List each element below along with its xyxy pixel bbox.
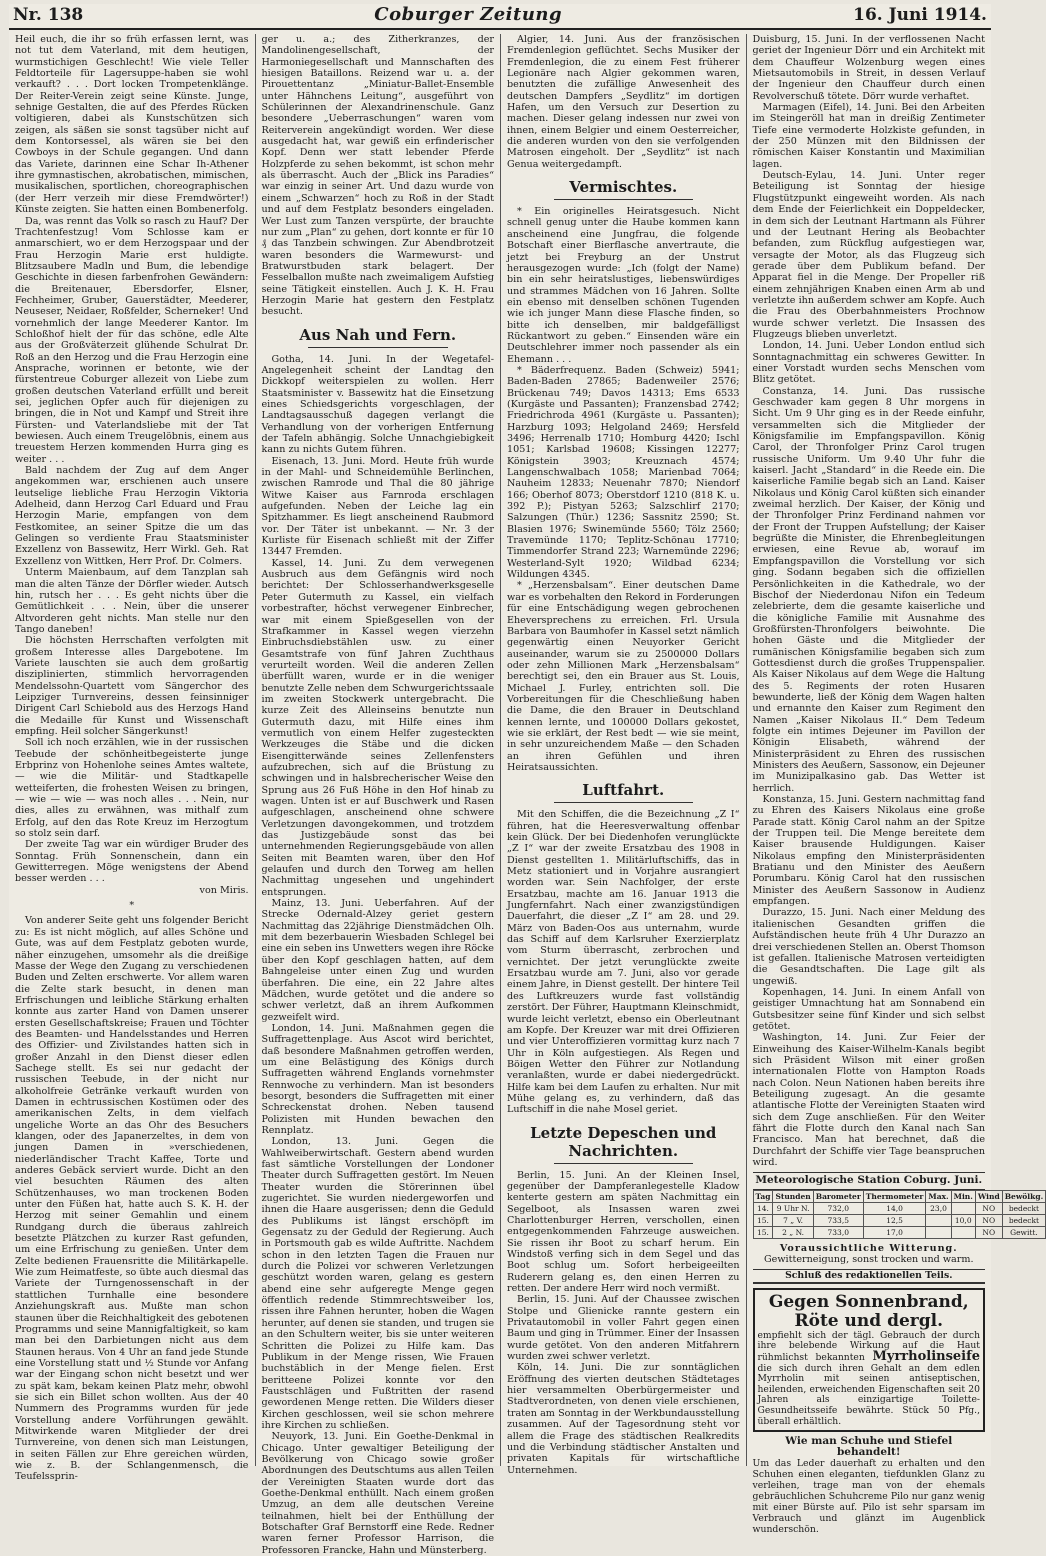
weather-cell: 23,0: [926, 1202, 951, 1214]
columns: [9, 34, 991, 1466]
masthead: [9, 4, 991, 30]
weather-header: Bewölkg.: [1002, 1190, 1045, 1202]
weather-header: Tag: [753, 1190, 773, 1202]
air-item: Mit den Schiffen, die die Bezeichnung „Z I“ führen, hat die Heeresverwaltung offenbar kein Glück. Der bei Diedenhofen verunglückte „Z I“ war der zweite Ersatzbau des 1908 in Dienst gestellten 1. Militärluftschiffs, das in Metz stationiert und in Vorjahre ausrangiert worden war. Sein Nachfolger, der erste Ersatzbau, machte am 16. Januar 1913 die Jungfernfahrt. Nach einer zwanzigstündigen Dauerfahrt, die dieser „Z I“ am 28. und 29. März von Baden-Oos aus unternahm, wurde das Schiff auf dem Karlsruher Exerzierplatz vom Sturm überrascht, zerbrochen und vernichtet. Der jetzt verunglückte zweite Ersatzbau wurde am 7. Juni, also vor gerade einem Jahre, in Dienst gestellt. Der hintere Teil des Luftkreuzers wurde fast vollständig zerstört. Der Führer, Hauptmann Kleinschmidt, wurde leicht verletzt, ebenso ein Oberleutnant am Kopfe. Der Kreuzer war mit drei Offizieren und vier Unteroffizieren vormittag kurz nach 7 Uhr in Köln aufgestiegen. Als Regen und Böigen Wetter den Führer zur Notlandung veranlaßten, wurde er dabei niedergedrückt. Hilfe kam bei dem Laufen zu erhalten. Nur mit Mühe gelang es, zu verhindern, daß das Luftschiff in die nahe Mosel geriet.: [507, 809, 740, 1115]
weather-cell: 733,5: [813, 1214, 863, 1226]
section-star: *: [15, 900, 249, 911]
weather-cell: 7 „ V.: [773, 1214, 813, 1226]
section-heading-luftfahrt: Luftfahrt.: [507, 781, 740, 803]
weather-prognosis: Gewitterneigung, sonst trocken und warm.: [753, 1254, 986, 1265]
news-item: Gotha, 14. Juni. In der Wegetafel-Angelegenheit scheint der Landtag den Dickkopf weiterspielen zu wollen. Herr Staatsminister v. Bassewitz hat die Einsetzung eines Schiedsgerichts vorgeschlagen, der Landtagsausschuß dagegen verlangt die Verhandlung von der vorherigen Entfernung der Tafeln abhängig. Solche Unnachgiebigkeit kann zu nichts Gutem führen.: [262, 354, 495, 456]
weather-cell: [951, 1226, 975, 1238]
column-3: [500, 34, 746, 1466]
news-item: Kassel, 14. Juni. Zu dem verwegenen Ausbruch aus dem Gefängnis wird noch berichtet: Der Schlosserhandwerksgeselle Peter Gutermuth zu Kassel, ein vielfach vorbestrafter, höchst verwegener Einbrecher, war mit einem Spießgesellen von der Strafkammer in Kassel wegen vierzehn Einbruchsdiebstählen usw. zu einer Gesamtstrafe von fünf Jahren Zuchthaus verurteilt worden. Weil die anderen Zellen überfüllt waren, wurde er in die weniger benutzte Zelle neben dem Schwurgerichtssaale im zweiten Stockwerk untergebracht. Die kurze Zeit des Alleinseins benutzte nun Gutermuth dazu, mit Hilfe eines ihm vermutlich von einem Helfer zugesteckten Werkzeuges die Stäbe und die dicken Eisengitterwände seines Zellenfensters aufzubrechen, sich auf die Brüstung zu schwingen und in halsbrecherischer Weise den Sprung aus 26 Fuß Höhe in den Hof hinab zu wagen. Unten ist er auf Buschwerk und Rasen aufgeschlagen, anscheinend ohne schwere Verletzungen davongekommen, und trotzdem das Justizgebäude sonst das bei unternehmenden Regierungsgebäude von allen Seiten mit Beamten waren, über den Hof gelaufen und durch den Torweg am hellen Nachmittag ungesehen und ungehindert entsprungen.: [262, 558, 495, 898]
issue-date: 16. Juni 1914.: [853, 5, 987, 25]
news-item: Durazzo, 15. Juni. Nach einer Meldung des italienischen Gesandten griffen die Aufständischen heute früh 4 Uhr Durazzo an drei verschiedenen Stellen an. Oberst Thomson ist gefallen. Italienische Matrosen verteidigten die Gesandtschaften. Die Lage gilt als ungewiß.: [753, 907, 986, 986]
ad-headline: Gegen Sonnenbrand, Röte und dergl.: [758, 1293, 981, 1331]
weather-cell: Gewitt.: [1002, 1226, 1045, 1238]
news-item: Mainz, 13. Juni. Ueberfahren. Auf der Strecke Odernald-Alzey geriet gestern Nachmittag das 22jährige Dienstmädchen Olh. mit dem bezerbauerin Wiesbaden Schlegel bei eine ein seben ins Unwetters wegen ihre Röcke über den Kopf geschlagen hatten, auf dem Bahngeleise unter einen Zug und wurden überfahren. Die eine, ein 22 Jahre altes Mädchen, wurde getötet und die andere so schwer verletzt, daß an ihrem Aufkommen gezweifelt wird.: [262, 898, 495, 1023]
weather-header: Max.: [926, 1190, 951, 1202]
paper-title: Coburger Zeitung: [374, 4, 562, 25]
weather-header: Min.: [951, 1190, 975, 1202]
news-item: Algier, 14. Juni. Aus der französischen Fremdenlegion geflüchtet. Sechs Musiker der Fremdenlegion, die zu einem Fest früherer Legionäre nach Algier gekommen waren, benutzten die zufällige Anwesenheit des deutschen Dampfers „Seydlitz“ im dortigen Hafen, um den Versuch zur Desertion zu machen. Dieser gelang indessen nur zwei von ihnen, einem Belgier und einem Oesterreicher, die anderen wurden von den sie verfolgenden Matrosen eingeholt. Der „Seydlitz“ ist nach Genua weitergedampft.: [507, 34, 740, 170]
weather-header: Barometer: [813, 1190, 863, 1202]
column-4: [746, 34, 992, 1466]
ad-text: empfiehlt sich der tägl. Gebrauch der durch ihre belebende Wirkung auf die Haut rühmlichst bekannten: [758, 1330, 981, 1363]
advertisement-pilo: [753, 1436, 986, 1535]
author-signature: von Miris.: [15, 885, 249, 896]
news-item: Neuyork, 13. Juni. Ein Goethe-Denkmal in Chicago. Unter gewaltiger Beteiligung der Bevölkerung von Chicago sowie großer Abordnungen des Deutschtums aus allen Teilen der Vereinigten Staaten wurde dort das Goethe-Denkmal enthüllt. Nach einem großen Umzug, an dem alle deutschen Vereine teilnahmen, hielt bei der Enthüllung der Botschafter Graf Bernstorff eine Rede. Redner waren ferner Professor Harrison, die Professoren Francke, Hahn und Münsterberg.: [262, 1431, 495, 1556]
news-item: Washington, 14. Juni. Zur Feier der Einweihung des Kaiser-Wilhelm-Kanals begibt sich Präsident Wilson mit einer großen internationalen Flotte von Hampton Roads nach Colon. Neun Nationen haben bereits ihre Beteiligung zugesagt. An die gesamte atlantische Flotte der Vereinigten Staaten wird sich dem Zuge anschließen. Für den Weiter fährt die Flotte durch den Kanal nach San Francisco. Man hat berechnet, daß die Durchfahrt der Schiffe vier Tage beanspruchen wird.: [753, 1032, 986, 1168]
weather-box: [753, 1172, 986, 1265]
weather-cell: 14.: [753, 1202, 773, 1214]
weather-cell: 10,0: [951, 1214, 975, 1226]
weather-cell: NO: [975, 1214, 1002, 1226]
article-paragraph: Der zweite Tag war ein würdiger Bruder des Sonntag. Früh Sonnenschein, dann ein Gewitterregen. Möge wenigstens der Abend besser werden . . .: [15, 839, 249, 884]
article-paragraph: Soll ich noch erzählen, wie in der russischen Teebude der schönheitbegeisterte junge Erbprinz von Hohenlohe seines Amtes waltete, — wie die Militär- und Stadtkapelle wetteiferten, die frohesten Weisen zu bringen, — wie — wie — was noch alles . . . Nein, nur dies, alles zu erwähnen, was mithalf zum Erfolg, auf den das Rote Kreuz im Herzogtum so stolz sein darf.: [15, 737, 249, 839]
weather-cell: 17,0: [863, 1226, 926, 1238]
news-item: Constanza, 14. Juni. Das russische Geschwader kam gegen 8 Uhr morgens in Sicht. Um 9 Uhr ging es in der Reede einfuhr, versammelten sich die Mitglieder der Königsfamilie im Empfangspavillon. König Carol, der Thronfolger Prinz Carol trugen russische Uniform. Um 9.40 Uhr fuhr die kaiserl. Jacht „Standard“ in die Reede ein. Die kaiserliche Familie begab sich an Land. Kaiser Nikolaus und König Carol küßten sich einander zweimal herzlich. Der Kaiser, der König und der Thronfolger Prinz Ferdinand nahmen vor der Front der Truppen Aufstellung; der Kaiser begrüßte die Minister, die Ehrenbegleitungen erwiesen, eine Revue ab, worauf im Empfangspavillon die Vorstellung vor sich ging. Sodann begaben sich die offiziellen Persönlichkeiten in die Kathedrale, wo der Bischof der Niederdonau Nifon ein Tedeum zelebrierte, dem die gesamte kaiserliche und die königliche Familie mit Ausnahme des Großfürsten-Thronfolgers beiwohnte. Die hohen Gäste und die Mitglieder der rumänischen Königsfamilie begaben sich zum Gottesdienst durch die großes Truppenspalier. Als Kaiser Nikolaus auf dem Wege die Haltung des 5. Regiments der roten Husaren bewunderte, ließ der König dem Wagen halten und ernannte den Kaiser zum Regiment den Namen „Kaiser Nikolaus II.“ Dem Tedeum folgte ein intimes Dejeuner im Pavillon der Königin Elisabeth, während der Ministerpräsident zu Ehren des russischen Ministers des Aeußern, Sassonow, ein Dejeuner im Munizipalkasino gab. Das Wetter ist herrlich.: [753, 386, 986, 794]
weather-table: [753, 1190, 1046, 1239]
weather-cell: [926, 1214, 951, 1226]
weather-cell: 15.: [753, 1226, 773, 1238]
article-paragraph: Bald nachdem der Zug auf dem Anger angekommen war, erschienen auch unsere leutselige liebliche Frau Herzogin Viktoria Adelheid, dann Herzog Carl Eduard und Frau Herzogin Marie, empfangen von dem Festkomitee, an seiner Spitze die um das Gelingen so verdiente Frau Staatsminister Exzellenz von Bassewitz, Herr Wirkl. Geh. Rat Exzellenz von Wittken, Herr Prof. Dr. Colmers.: [15, 465, 249, 567]
article-paragraph: ger u. a.; des Zitherkranzes, der Mandolinengesellschaft, der Harmoniegesellschaft und Mannschaften des hiesigen Bataillons. Reizend war u. a. der Pirouettentanz „Miniatur-Ballet-Ensemble unter Hähnchens Leitung“, ausgeführt von Schülerinnen der Alexandrinenschule. Ganz besondere „Ueberraschungen“ waren vom Reiterverein angekündigt worden. Wer diese ausgedacht hat, war gewiß ein erfinderischer Kopf. Denn wer statt lebender Pferde Holzpferde zu sehen bekommt, ist schon mehr als überrascht. Auch der „Blick ins Paradies“ war einzig in seiner Art. Und dazu wurde von einem „Schwarzen“ hoch zu Roß in der Stadt und auf dem Festplatz besonders eingeladen. Wer Lust zum Tanzen verspürte, der brauchte nur zum „Plan“ zu gehen, dort konnte er für 10 ₰ das Tanzbein schwingen. Zur Abendbrotzeit waren besonders die Warmewurst- und Bratwurstbuden stark belagert. Der Fesselballon mußte nach zweimaligem Aufstieg seine Tätigkeit einstellen. Auch J. K. H. Frau Herzogin Marie hat gestern den Festplatz besucht.: [262, 34, 495, 318]
article-paragraph: Die höchsten Herrschaften verfolgten mit großem Interesse alles Dargebotene. Im Variete lauschten sie auch dem großartig disziplinierten, stimmlich hervorragenden Mendelssohn-Quartett vom Sängerchor des Leipziger Turnvereins, dessen feinsinniger Dirigent Carl Schiebold aus des Herzogs Hand die Medaille für Kunst und Wissenschaft empfing. Heil solcher Sängerkunst!: [15, 635, 249, 737]
news-item: London, 14. Juni. Maßnahmen gegen die Suffragettenplage. Aus Ascot wird berichtet, daß besondere Maßnahmen getroffen werden, um eine Belästigung des Königs durch Suffragetten während Englands vornehmster Rennwoche zu verhindern. Man ist besonders besorgt, besonders die Suffragetten mit einer Schreckenstat drohen. Neben tausend Polizisten mit Hunden bewachen den Rennplatz.: [262, 1023, 495, 1136]
weather-cell: NO: [975, 1202, 1002, 1214]
weather-row: [753, 1202, 1046, 1214]
weather-cell: 14,0: [863, 1202, 926, 1214]
weather-row: [753, 1214, 1046, 1226]
weather-cell: 733,0: [813, 1226, 863, 1238]
dispatch-item: Köln, 14. Juni. Die zur sonntäglichen Eröffnung des vierten deutschen Städtetages hier versammelten Oberbürgermeister und Stadtverordneten, von denen viele erschienen, traten am Sonntag in der Werkbundausstellung zusammen. Auf der Tagesordnung steht vor allem die Frage des städtischen Realkredits und die Verbindung städtischer Anstalten und privaten Kapitals für wirtschaftliche Unternehmen.: [507, 1362, 740, 1475]
news-item: Duisburg, 15. Juni. In der verflossenen Nacht geriet der Ingenieur Dörr und ein Architekt mit dem Chauffeur Wolzenburg wegen eines Mietsautomobils in Streit, in dessen Verlauf der Ingenieur den Chauffeur durch einen Revolverschuß tötete. Dörr wurde verhaftet.: [753, 34, 986, 102]
issue-number: Nr. 138: [13, 5, 83, 25]
weather-title: Meteorologische Station Coburg. Juni.: [753, 1172, 986, 1189]
ad-brand: Myrrholinseife: [873, 1349, 981, 1364]
news-item: Konstanza, 15. Juni. Gestern nachmittag fand zu Ehren des Kaisers Nikolaus eine große Parade statt. König Carol nahm an der Spitze der Truppen teil. Die Menge bereitete dem Kaiser brausende Huldigungen. Kaiser Nikolaus empfing den Ministerpräsidenten Bratianu und den Minister des Aeußern Porumbaru. König Carol hat den russischen Minister des Aeußern Sassonow in Audienz empfangen.: [753, 794, 986, 907]
column-2: [255, 34, 501, 1466]
section-heading-aus-nah-und-fern: Aus Nah und Fern.: [262, 326, 495, 348]
weather-header: Wind: [975, 1190, 1002, 1202]
news-item: London, 13. Juni. Gegen die Wahlweiberwirtschaft. Gestern abend wurden fast sämtliche Vorstellungen der Londoner Theater durch Suffragetten gestört. Im Neuen Theater wurden die Störerinnen übel zugerichtet. Sie wurden niedergeworfen und ihnen die Haare ausgerissen; denn die Geduld des Publikums ist längst erschöpft im Gegensatz zu der Geduld der Regierung. Auch in Portsmouth gab es wilde Auftritte. Nachdem schon in den letzten Tagen die Frauen nur durch die Polizei vor schweren Verletzungen geschützt worden waren, gelang es gestern abend eine sehr aufgeregte Menge gegen öffentlich redende Stimmrechtsweiber los, rissen ihre Fahnen herunter, hoben die Wagen herunter, auf denen sie standen, und trugen sie an den Schultern weiter, bis sie unter weiteren Schritten die Polizei zu Hilfe kam. Das Publikum in der Menge rissen, Wie Frauen buchstäblich in der Menge fielen. Erst beritteene Polizei konnte vor den Faustschlägen und Fußtritten der rasend gewordenen Menge retten. Die Wilders dieser Kirchen geschlossen, weil sie schon mehrere ihre Kirchen zu schließen.: [262, 1136, 495, 1431]
article-paragraph: Da, was rennt das Volk so rasch zu Hauf? Der Trachtenfestzug! Vom Schlosse kam er anmarschiert, wo er dem Herzogspaar und der Frau Herzogin Marie erst huldigte. Blitzsaubere Madln und Bum, die lebendige Geschichte in diesen farbenfrohen Gewändern: die Breitenauer, Ebersdorfer, Elsner, Fechheimer, Gruber, Gauerstädter, Meederer, Neuseser, Neidaer, Roßfelder, Scherneker! Und vornehmlich der lange Meederer Kantor. Im Schloßhof hielt der für das schöne, edle Alte aus der Großväterzeit glühende Schulrat Dr. Roß an den Herzog und die Frau Herzogin eine Ansprache, worinnen er betonte, wie der fürstentreue Coburger allezeit von Liebe zum großen deutschen Vaterland erfüllt und bereit sei, jeglichen Opfer auch für diejenigen zu bringen, die in Not und Kampf und Streit ihre Fürsten- und Vaterlandsliebe mit der Tat bewiesen. Auch einem Treugelöbnis, einem aus treuestem Herzen kommenden Hurra ging es weiter . . .: [15, 216, 249, 466]
article-paragraph: Von anderer Seite geht uns folgender Bericht zu: Es ist nicht möglich, auf alles Schöne und Gute, was auf dem Festplatz geboten wurde, näher einzugehen, umsomehr als die dreißige Masse der Wege den Zugang zu verschiedenen Buden und Zelten erschwerte. Vor allem waren die Zelte stark besucht, in denen man Erfrischungen und leibliche Stärkung erhalten konnte aus zarter Hand von Damen unserer ersten Gesellschaftskreise; Frauen und Töchter des Beamten- und Handelsstandes und Herren des Offizier- und Zivilstandes hatten sich in großer Anzahl in den Dienst dieser edlen Sachege stellt. Es sei nur gedacht der russischen Teebude, in der nicht nur alkoholfreie Getränke verkauft wurden von Damen in echtrussischen Kostümen oder des amerikanischen Zelts, in dem vielfach ungeliche Worte an das Ohr des Besuchers klangen, oder des Japanerzeltes, in dem von jungen Damen in »verschiedenen, niederländischer Tracht Kaffee, Torte und anderes Gebäck serviert wurde. Dicht an den viel besuchten Räumen des alten Schützenhauses, wo man trockenen Boden unter den Füßen hat, hatte auch S. K. H. der Herzog mit seiner Gemahlin und einem Rundgang durch die überaus zahlreich besetzte Plätzchen zu kurzer Rast gefunden, um eine Erfrischung zu genießen. Unter dem Zelte bedienen Frauensritte die Militärkapelle. Wie zum Heimatfeste, so übte auch diesmal das Variete der Turngenossenschaft in der stattlichen Turnhalle eine besondere Anziehungskraft aus. Mußte man schon staunen über die Reichhaltigkeit des gebotenen Programms und seine Mannigfaltigkeit, so kam man bei den Darbietungen nicht aus dem Staunen heraus. Von 4 Uhr an fand jede Stunde eine Vorstellung statt und ½ Stunde vor Anfang war der Eingang schon nicht besetzt und wer zu spät kam, bekam keinen Platz mehr, obwohl sie sich ein Billet schon wollten. Aus der 40 Nummern des Programms wurden für jede Vorstellung andere Vorführungen gewählt. Mitwirkende waren Mitglieder der drei Turnvereine, von denen sich man Leistungen, in seiten Fällen zur Ehre gereichen würden, wie z. B. der Schlangenmensch, die Teufelssprin-: [15, 915, 249, 1482]
article-paragraph: Heil euch, die ihr so früh erfassen lernt, was not tut dem Vaterland, mit dem heutigen, wurmstichigen Geschlecht! Wie viele Teller Feldtorteile für Lagersuppe-haben sie wohl verkauft? . . . Dort locken Trompetenklänge. Der Reiter-Verein zeigt seine Künste. Junge, sehnige Gestalten, die auf des Pferdes Rücken voltigieren, dabei als Kunstschützen sich zeigen, als säßen sie sonst tagsüber nicht auf dem Kontorsessel, als wären sie bei den Cowboys in der Schule gegangen. Und dann das Variete, darinnen eine Schar Ih-Athener ihre gymnastischen, akrobatischen, mimischen, musikalischen, sportlichen, choreographischen (der Herr verzeih mir diese Fremdwörter!) Künste zeigten. Sie hatten einen Bombenerfolg.: [15, 34, 249, 216]
weather-cell: 9 Uhr N.: [773, 1202, 813, 1214]
section-heading-letzte-depeschen: Letzte Depeschen und Nachrichten.: [507, 1124, 740, 1164]
news-item: Kopenhagen, 14. Juni. In einem Anfall von geistiger Umnachtung hat am Sonnabend ein Gutsbesitzer seine fünf Kinder und sich selbst getötet.: [753, 987, 986, 1032]
newspaper-page: [9, 4, 991, 1466]
news-item: Eisenach, 13. Juni. Mord. Heute früh wurde in der Mahl- und Schneidemühle Berlinchen, zwischen Ramrode und Thal die 80 jährige Witwe Kaiser aus Farnroda erschlagen aufgefunden. Neben der Leiche lag ein Spitzhammer. Es liegt anscheinend Raubmord vor. Der Täter ist unbekannt. — Nr. 3 der Kurliste für Eisenach schließt mit der Ziffer 13447 Fremden.: [262, 456, 495, 558]
ad-text: die sich durch ihren Gehalt an dem edlen Myrrholin mit seinen antiseptischen, heilenden, erweichenden Eigenschaften seit 20 Jahren als einzigartige Toilette-Gesundheitsseife bewährte. Stück 50 Pfg., überall erhältlich.: [758, 1363, 981, 1427]
weather-cell: 12,5: [863, 1214, 926, 1226]
dispatch-item: Berlin, 15. Juni. An der Kleinen Insel, gegenüber der Dampferanlegestelle Kladow kenterte gestern am späten Nachmittag ein Segelboot, als Insassen waren zwei Charlottenburger Herren, verschollen, einen entgegenkommenden Fahrzeuge ausweichen. Sie rissen ihr Boot zu scharf herum. Ein Windstoß verfing sich in dem Segel und das Boot schlug um. Sofort herbeigeeilten Ruderern gelang es, den einen Herren zu retten. Der andere Herr wird noch vermißt.: [507, 1170, 740, 1295]
weather-cell: [926, 1226, 951, 1238]
weather-cell: [951, 1202, 975, 1214]
weather-header: Thermometer: [863, 1190, 926, 1202]
weather-cell: 15.: [753, 1214, 773, 1226]
article-paragraph: Unterm Maienbaum, auf dem Tanzplan sah man die alten Tänze der Dörfler wieder. Autsch hin, rutsch her . . . Es geht nichts über die Gemütlichkeit . . . Nein, über die unserer Altvorderen geht nichts. Man stelle nur den Tango daneben!: [15, 567, 249, 635]
weather-cell: 732,0: [813, 1202, 863, 1214]
weather-cell: NO: [975, 1226, 1002, 1238]
weather-cell: 2 „ N.: [773, 1226, 813, 1238]
misc-item: * Bäderfrequenz. Baden (Schweiz) 5941; Baden-Baden 27865; Badenweiler 2576; Brückenau 749; Davos 14313; Ems 6533 (Kurgäste und Passanten); Franzensbad 2742; Friedrichroda 4961 (Kurgäste u. Passanten); Harzburg 1093; Helgoland 2469; Hersfeld 3496; Herrenalb 1710; Homburg 4420; Ischl 1051; Karlsbad 19608; Kissingen 12277; Königstein 3903; Kreuznach 4574; Langenschwalbach 1058; Marienbad 7064; Nauheim 12833; Neuenahr 7870; Niendorf 166; Oberhof 8073; Oberstdorf 1210 (818 K. u. 392 P.); Pistyan 5263; Salzschlirf 2170; Salzungen (Thür.) 1236; Sassnitz 2590; St. Blasien 1976; Swinemünde 5560; Tölz 2560; Travemünde 1170; Teplitz-Schönau 17710; Timmendorfer Strand 223; Warnemünde 2296; Westerland-Sylt 1920; Wildbad 6234; Wildungen 4345.: [507, 365, 740, 581]
weather-row: [753, 1226, 1046, 1238]
section-heading-vermischtes: Vermischtes.: [507, 178, 740, 200]
column-1: [9, 34, 255, 1466]
dispatch-item: Berlin, 15. Juni. Auf der Chaussee zwischen Stolpe und Glienicke rannte gestern ein Privatautomobil in voller Fahrt gegen einen Baum und ging in Trümmer. Einer der Insassen wurde getötet. Von den anderen Mitfahrern wurden zwei schwer verletzt.: [507, 1294, 740, 1362]
advertisement-myrrholinseife: [753, 1288, 986, 1432]
news-item: London, 14. Juni. Ueber London entlud sich Sonntagnachmittag ein schweres Gewitter. In einer Vorstadt wurden sechs Menschen vom Blitz getötet.: [753, 340, 986, 385]
weather-cell: bedeckt: [1002, 1214, 1045, 1226]
ad-headline: Wie man Schuhe und Stiefel behandelt!: [753, 1436, 986, 1458]
misc-item: * Ein originelles Heiratsgesuch. Nicht schnell genug unter die Haube kommen kann anscheinend eine Jungfrau, die folgende Botschaft einer Bierflasche anvertraute, die jetzt bei Freyburg an der Unstrut herausgezogen wurde: „Ich (folgt der Name) bin ein sehr heiratslustiges, liebenswürdiges und strammes Mädchen von 16 Jahren. Sollte ein ebenso mit denselben schönen Tugenden wie ich junger Mann diese Flasche finden, so bitte ich denselben, mir baldgefälligst Rückantwort zu geben.“ Einsenden wäre ein Deutschlehrer immer noch passender als ein Ehemann . . .: [507, 206, 740, 365]
weather-prognosis-title: Voraussichtliche Witterung.: [753, 1243, 986, 1254]
weather-cell: bedeckt: [1002, 1202, 1045, 1214]
news-item: Deutsch-Eylau, 14. Juni. Unter reger Beteiligung ist Sonntag der hiesige Flugstützpunkt eingeweiht worden. Als nach dem Ende der Feierlichkeit ein Doppeldecker, in dem sich der Leutnant Hartmann als Führer und der Leutnant Hering als Beobachter befanden, zum Rückflug aufgestiegen war, versagte der Motor, als das Flugzeug sich gerade über dem Publikum befand. Der Apparat fiel in die Menge. Der Propeller riß einem zehnjährigen Knaben einen Arm ab und verletzte ihn außerdem schwer am Kopfe. Auch die Frau des Oberbahnmeisters Prochnow wurde schwer verletzt. Die Insassen des Flugzeugs blieben unverletzt.: [753, 170, 986, 340]
news-item: Marmagen (Eifel), 14. Juni. Bei den Arbeiten im Steingeröll hat man in dreißig Zentimeter Tiefe eine vermoderte Holzkiste gefunden, in der 250 Münzen mit den Bildnissen der römischen Kaiser Konstantin und Maximilian lagen.: [753, 102, 986, 170]
ad-text: Um das Leder dauerhaft zu erhalten und den Schuhen einen eleganten, tiefdunklen Glanz zu verleihen, trage man von der ehemals gebräuchlichen Schuhcreme Pilo nur ganz wenig mit einer Bürste auf. Pilo ist sehr sparsam im Verbrauch und glänzt im Augenblick wunderschön.: [753, 1458, 986, 1535]
ad-body: [758, 1331, 981, 1427]
end-of-editorial: Schluß des redaktionellen Teils.: [753, 1269, 986, 1283]
misc-item: * „Herzensbalsam“. Einer deutschen Dame war es vorbehalten den Rekord in Forderungen für eine Entschädigung wegen gebrochenen Eheversprechens zu erreichen. Frl. Ursula Barbara von Baumhofer in Kassel setzt nämlich gegenwärtig einen Neuyorker Gericht auseinander, warum sie zu 2500000 Dollars oder zehn Millionen Mark „Herzensbalsam“ berechtigt sei, den ein Brauer aus St. Louis, Michael J. Furley, entrichten soll. Die Vorbereitungen für die Cheschließung haben die Dame, die den Brauer in Deutschland kennen lernte, und 100000 Dollars gekostet, wie sie erklärt, der Rest bedt — wie sie meint, in sehr unzureichendem Maße — den Schaden an ihren Gefühlen und ihren Heiratsaussichten.: [507, 580, 740, 773]
weather-header: Stunden: [773, 1190, 813, 1202]
